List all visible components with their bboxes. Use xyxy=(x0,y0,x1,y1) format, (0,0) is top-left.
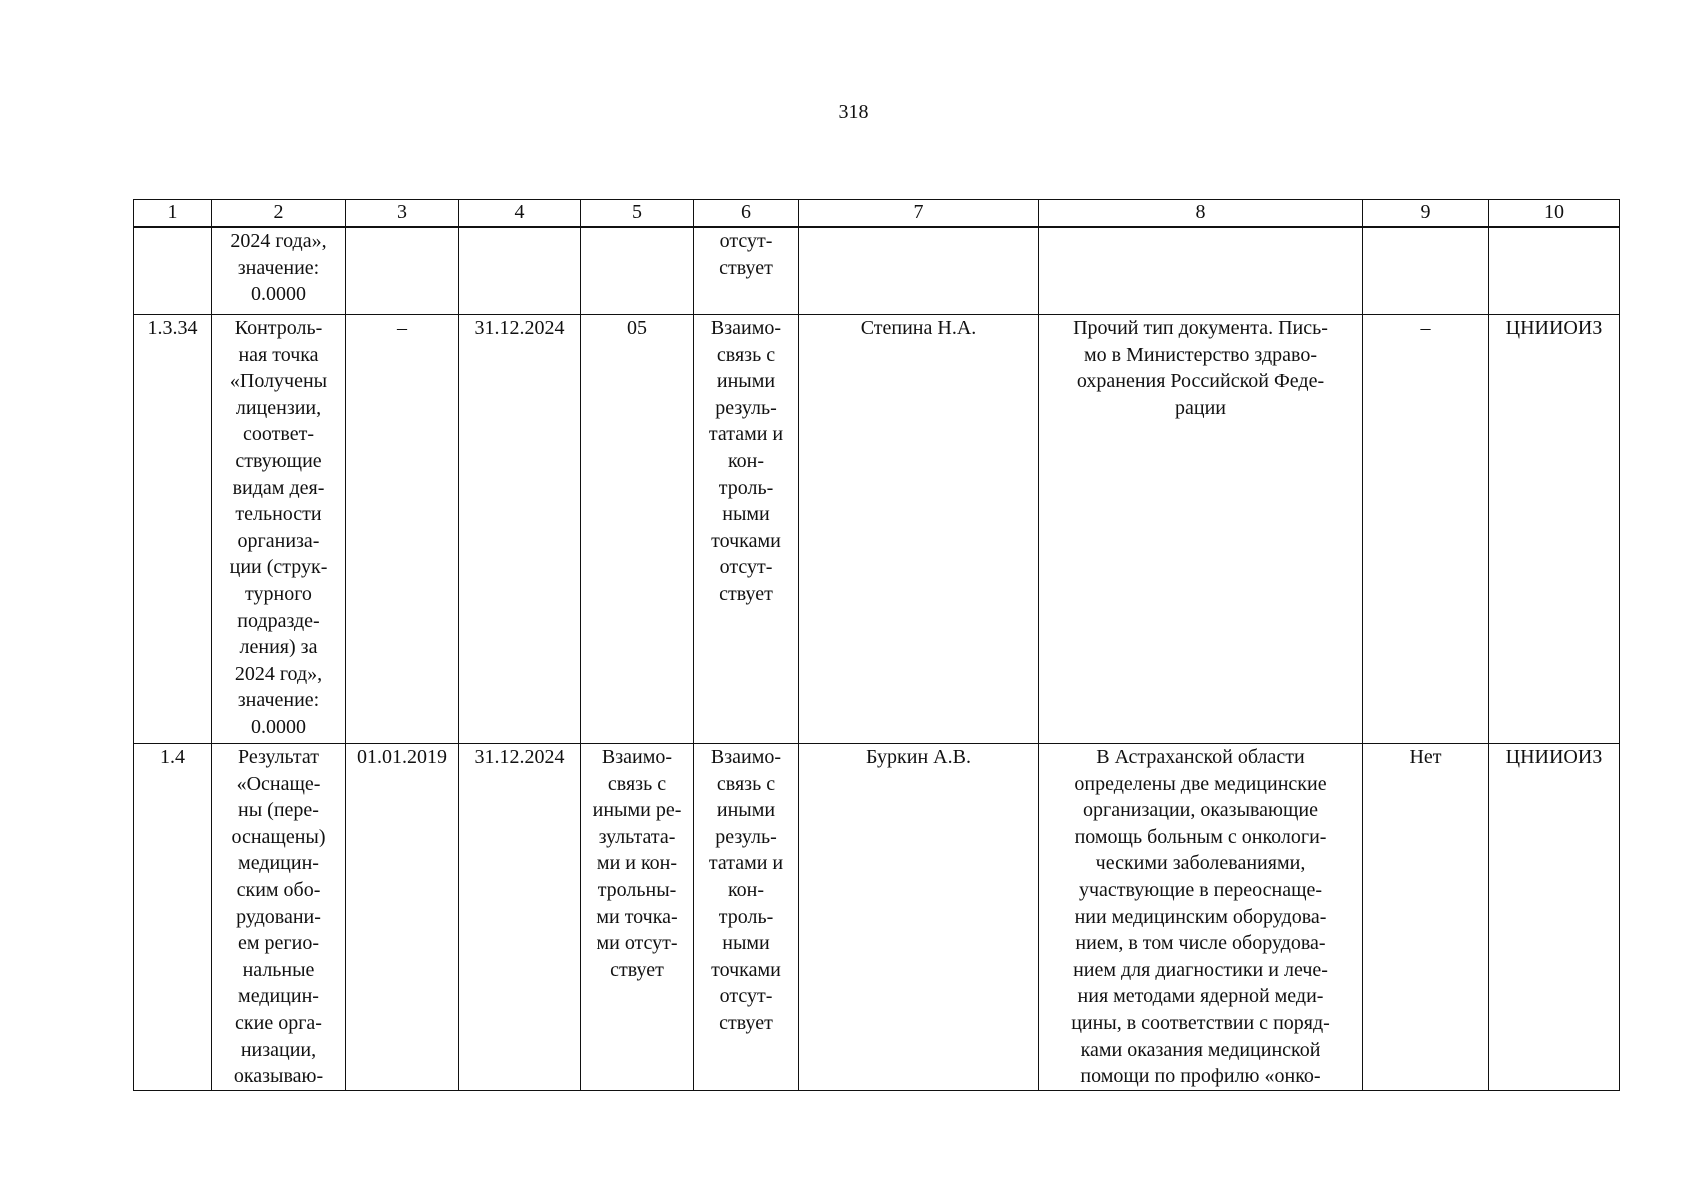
table-cell xyxy=(1363,744,1489,1091)
table-cell xyxy=(212,744,346,1091)
cell-text: отсут- ствует xyxy=(719,230,773,279)
cell-text: 01.01.2019 xyxy=(357,746,447,768)
table-cell xyxy=(134,227,212,315)
cell-text: Взаимо- связь с иными резуль- татами и кон- троль- ными точками отсут- ствует xyxy=(708,746,784,1034)
table-cell xyxy=(459,227,581,315)
column-header: 9 xyxy=(1363,200,1489,228)
column-header: 8 xyxy=(1039,200,1363,228)
column-header: 1 xyxy=(134,200,212,228)
table-row xyxy=(134,227,1620,315)
table-row xyxy=(134,744,1620,1091)
data-table xyxy=(133,199,1620,1091)
table-cell xyxy=(459,744,581,1091)
cell-text: – xyxy=(1420,317,1431,339)
table-cell xyxy=(1039,315,1363,744)
cell-text: 1.3.34 xyxy=(147,317,198,339)
table-cell xyxy=(1363,315,1489,744)
table-cell xyxy=(581,227,694,315)
table-cell xyxy=(799,315,1039,744)
table-cell xyxy=(346,315,459,744)
table-cell xyxy=(346,744,459,1091)
table-cell xyxy=(1489,227,1620,315)
table-cell xyxy=(459,315,581,744)
cell-text: ЦНИИОИЗ xyxy=(1505,317,1603,339)
table-cell xyxy=(212,227,346,315)
cell-text: Контроль- ная точка «Получены лицензии, соответ- ствующие видам дея- тельности организа- ции (струк- турного подразде- ления) за 2024 год», значение: 0.0000 xyxy=(229,317,328,738)
table-cell xyxy=(694,744,799,1091)
cell-text: 2024 года», значение: 0.0000 xyxy=(230,230,327,306)
table-cell xyxy=(1039,227,1363,315)
table-cell xyxy=(799,227,1039,315)
column-header: 4 xyxy=(459,200,581,228)
table-cell xyxy=(1489,315,1620,744)
column-header: 2 xyxy=(212,200,346,228)
cell-text: 05 xyxy=(627,317,647,339)
table-cell xyxy=(694,315,799,744)
cell-text: Нет xyxy=(1409,746,1442,768)
table-cell xyxy=(581,315,694,744)
table-cell xyxy=(694,227,799,315)
cell-text: 31.12.2024 xyxy=(474,746,565,768)
header-row xyxy=(134,200,1620,228)
table-cell xyxy=(346,227,459,315)
cell-text: Прочий тип документа. Пись- мо в Министерство здраво- охранения Российской Феде- рации xyxy=(1073,317,1328,419)
cell-text: 1.4 xyxy=(160,746,185,768)
table-cell xyxy=(799,744,1039,1091)
table-cell xyxy=(134,315,212,744)
column-header: 6 xyxy=(694,200,799,228)
cell-text: 31.12.2024 xyxy=(474,317,565,339)
cell-text: Взаимо- связь с иными ре- зультата- ми и кон- трольны- ми точка- ми отсут- ствует xyxy=(592,746,682,981)
cell-text: Буркин А.В. xyxy=(866,746,971,768)
table-cell xyxy=(1039,744,1363,1091)
cell-text: Взаимо- связь с иными резуль- татами и кон- троль- ными точками отсут- ствует xyxy=(708,317,784,605)
table-cell xyxy=(1489,744,1620,1091)
cell-text: – xyxy=(397,317,407,339)
table-cell xyxy=(134,744,212,1091)
column-header: 7 xyxy=(799,200,1039,228)
table-cell xyxy=(1363,227,1489,315)
table-cell xyxy=(212,315,346,744)
cell-text: Результат «Оснаще- ны (пере- оснащены) медицин- ским обо- рудовани- ем регио- нальные медицин- ские орга- низации, оказываю- xyxy=(231,746,326,1088)
page-number: 318 xyxy=(838,101,869,123)
cell-text: Степина Н.А. xyxy=(860,317,977,339)
table-row xyxy=(134,315,1620,744)
column-header: 5 xyxy=(581,200,694,228)
cell-text: ЦНИИОИЗ xyxy=(1505,746,1603,768)
table-cell xyxy=(581,744,694,1091)
cell-text: В Астраханской области определены две медицинские организации, оказывающие помощь больным с онкологи- ческими заболеваниями, участвующие в переоснаще- нии медицинским оборудова- нием, в том числе оборудова- нием для диагностики и лече- ния методами ядерной меди- цины, в соответствии с поряд- ками оказания медицинской помощи по профилю «онко- xyxy=(1071,746,1330,1088)
column-header: 10 xyxy=(1489,200,1620,228)
column-header: 3 xyxy=(346,200,459,228)
